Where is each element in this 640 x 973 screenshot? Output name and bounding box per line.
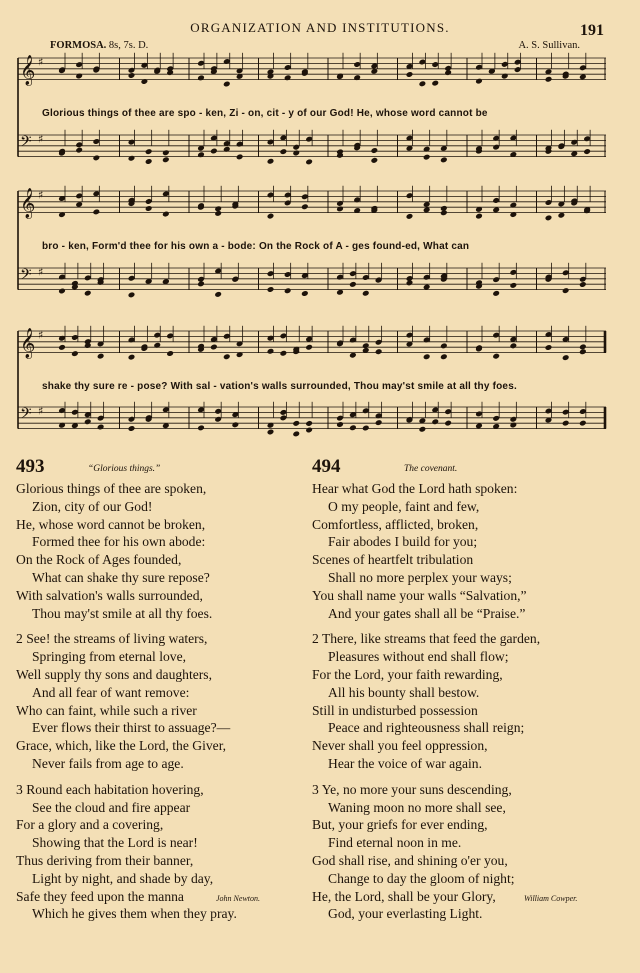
- hymn-number: 493: [16, 456, 45, 477]
- note-head: [284, 74, 292, 81]
- note-head: [84, 418, 92, 425]
- note-head: [444, 69, 452, 76]
- note-head: [267, 158, 275, 165]
- note-head: [440, 343, 448, 350]
- note-head: [232, 421, 240, 428]
- note-head: [349, 424, 357, 431]
- note-head: [292, 150, 300, 157]
- note-head: [58, 288, 66, 295]
- verse-line: For the Lord, your faith rewarding,: [312, 666, 503, 682]
- note-head: [423, 154, 431, 161]
- tune-name: FORMOSA.: [50, 40, 107, 51]
- hymn-title: “Glorious things.”: [88, 464, 161, 474]
- bass-clef-icon: 𝄢: [20, 133, 32, 155]
- bass-clef-icon: 𝄢: [20, 405, 32, 427]
- note-head: [214, 210, 222, 217]
- note-head: [145, 158, 153, 165]
- verse-line: Light by night, and shade by day,: [32, 870, 214, 886]
- verse-line: 3 Ye, no more your suns descending,: [312, 781, 512, 797]
- note-head: [510, 342, 518, 349]
- hymn-header: [16, 456, 316, 480]
- note-head: [267, 429, 275, 436]
- note-head: [223, 146, 231, 153]
- note-head: [431, 418, 439, 425]
- note-head: [223, 81, 231, 88]
- hymn-number: 494: [312, 456, 341, 477]
- note-head: [292, 420, 300, 427]
- note-head: [562, 420, 570, 427]
- verse-line: Grace, which, like the Lord, the Giver,: [16, 738, 227, 754]
- verse-line: Waning moon no more shall see,: [328, 799, 506, 815]
- verse-line: Hear the voice of war again.: [328, 755, 482, 771]
- verse-line: Thus deriving from their banner,: [16, 852, 194, 868]
- note-head: [141, 78, 149, 85]
- verse-line: You shall name your walls “Salvation,”: [312, 587, 527, 603]
- stanza-1: [16, 480, 316, 622]
- stanza-2: [16, 630, 316, 772]
- note-head: [128, 425, 136, 432]
- note-head: [579, 348, 587, 355]
- note-head: [349, 281, 357, 288]
- note-head: [145, 148, 153, 155]
- note-head: [197, 424, 205, 431]
- note-head: [93, 154, 101, 161]
- note-head: [75, 73, 83, 80]
- verse-line: Hear what God the Lord hath spoken:: [312, 481, 518, 496]
- hymn-494: [312, 456, 612, 931]
- note-head: [292, 431, 300, 438]
- sharp-icon: ♯: [38, 55, 44, 69]
- note-head: [197, 75, 205, 82]
- note-head: [267, 213, 275, 220]
- note-head: [353, 74, 361, 81]
- verse-line: Scenes of heartfelt tribulation: [312, 552, 474, 568]
- stanza-3: [16, 781, 316, 923]
- verse-line: Comfortless, afflicted, broken,: [312, 516, 479, 532]
- note-head: [492, 353, 500, 360]
- note-head: [162, 211, 170, 218]
- note-head: [305, 420, 313, 427]
- note-head: [301, 290, 309, 297]
- sharp-icon: ♯: [38, 328, 44, 342]
- note-head: [371, 157, 379, 164]
- note-head: [162, 156, 170, 163]
- verse-line: Which he gives them when they pray.: [32, 906, 237, 922]
- verse-line: Showing that the Lord is near!: [32, 835, 198, 851]
- verse-line: Never fails from age to age.: [32, 755, 184, 771]
- note-head: [375, 348, 383, 355]
- sharp-icon: ♯: [38, 188, 44, 202]
- treble-clef-icon: 𝄞: [20, 188, 36, 219]
- verse-line: Shall no more perplex your ways;: [328, 569, 512, 585]
- note-head: [371, 147, 379, 154]
- verse-line: He, whose word cannot be broken,: [16, 516, 206, 532]
- bass-clef-icon: 𝄢: [20, 266, 32, 288]
- verse-line: He, the Lord, shall be your Glory,: [312, 888, 496, 904]
- note-head: [97, 353, 105, 360]
- note-head: [84, 290, 92, 297]
- note-head: [419, 80, 427, 87]
- note-head: [305, 427, 313, 434]
- verse-line: See the cloud and fire appear: [32, 799, 191, 815]
- verse-line: Never shall you feel oppression,: [312, 738, 488, 754]
- verse-line: Fair abodes I build for you;: [328, 534, 478, 550]
- verse-line: 2 There, like streams that feed the garden,: [312, 631, 541, 647]
- note-head: [362, 425, 370, 432]
- note-head: [305, 158, 313, 165]
- tune-composer: A. S. Sullivan.: [518, 40, 580, 51]
- note-head: [444, 420, 452, 427]
- page-number: 191: [580, 22, 604, 39]
- verse-line: Who can faint, while such a river: [16, 702, 197, 718]
- note-head: [210, 148, 218, 155]
- note-head: [93, 209, 101, 216]
- note-head: [440, 353, 448, 360]
- verse-line: All his bounty shall bestow.: [328, 684, 480, 700]
- sharp-icon: ♯: [38, 265, 44, 279]
- verse-line: Well supply thy sons and daughters,: [16, 666, 212, 682]
- verse-line: Springing from eternal love,: [32, 649, 187, 665]
- verse-line: With salvation's walls surrounded,: [16, 587, 203, 603]
- lyric-line-2: bro - ken, Form'd thee for his own a - bode: On the Rock of A - ges found-ed, What can: [42, 241, 470, 252]
- verse-line: O my people, faint and few,: [328, 498, 480, 514]
- verse-line: For a glory and a covering,: [16, 817, 164, 833]
- note-head: [58, 344, 66, 351]
- note-head: [475, 78, 483, 85]
- verse-line: Change to day the gloom of night;: [328, 870, 515, 886]
- note-head: [562, 287, 570, 294]
- verse-line: 3 Round each habitation hovering,: [16, 781, 204, 797]
- note-head: [97, 424, 105, 431]
- sharp-icon: ♯: [38, 404, 44, 418]
- note-head: [336, 73, 344, 80]
- note-head: [406, 213, 414, 220]
- verse-line: Glorious things of thee are spoken,: [16, 481, 207, 496]
- note-head: [501, 73, 509, 80]
- note-head: [510, 282, 518, 289]
- note-head: [440, 209, 448, 216]
- note-head: [305, 344, 313, 351]
- note-head: [336, 421, 344, 428]
- note-head: [406, 280, 414, 287]
- verse-line: On the Rock of Ages founded,: [16, 552, 182, 568]
- verse-line: Formed thee for his own abode:: [32, 534, 206, 550]
- running-head: ORGANIZATION AND INSTITUTIONS.: [190, 20, 450, 35]
- verse-line: Safe they feed upon the manna: [16, 888, 184, 904]
- note-head: [362, 290, 370, 297]
- hymn-header: [312, 456, 612, 480]
- verse-line: Still in undisturbed possession: [312, 702, 478, 718]
- note-head: [214, 291, 222, 298]
- note-head: [406, 71, 414, 78]
- verse-line: But, your griefs for ever ending,: [312, 817, 488, 833]
- hymn-author: John Newton.: [216, 894, 260, 903]
- verse-line: 2 See! the streams of living waters,: [16, 631, 208, 647]
- note-head: [197, 151, 205, 158]
- note-head: [166, 350, 174, 357]
- note-head: [431, 80, 439, 87]
- note-head: [236, 154, 244, 161]
- note-head: [280, 148, 288, 155]
- note-head: [267, 286, 275, 293]
- note-head: [579, 420, 587, 427]
- note-head: [210, 344, 218, 351]
- note-head: [280, 350, 288, 357]
- treble-clef-icon: 𝄞: [20, 55, 36, 86]
- hymn-author: William Cowper.: [524, 894, 578, 903]
- note-head: [375, 419, 383, 426]
- verse-line: And your gates shall all be “Praise.”: [328, 605, 526, 621]
- verse-line: Find eternal noon in me.: [328, 835, 462, 851]
- note-head: [510, 422, 518, 429]
- note-head: [75, 147, 83, 154]
- note-head: [128, 354, 136, 361]
- lyric-line-3: shake thy sure re - pose? With sal - vation's walls surrounded, Thou may'st smile at all thy foes.: [42, 381, 517, 392]
- note-head: [545, 344, 553, 351]
- tune-meter: 8s, 7s. D.: [108, 40, 149, 51]
- note-head: [71, 350, 79, 357]
- note-head: [579, 281, 587, 288]
- note-head: [128, 155, 136, 162]
- stanza-2: [312, 630, 612, 772]
- lyric-line-1: Glorious things of thee are spo - ken, Zi - on, cit - y of our God! He, whose word cannot be: [42, 108, 488, 119]
- verse-line: Peace and righteousness shall reign;: [328, 720, 525, 736]
- verse-line: What can shake thy sure repose?: [32, 569, 210, 585]
- note-head: [128, 291, 136, 298]
- hymn-493: [16, 456, 316, 931]
- verse-line: God, your everlasting Light.: [328, 906, 483, 922]
- verse-line: And all fear of want remove:: [32, 684, 190, 700]
- note-head: [440, 157, 448, 164]
- note-head: [162, 149, 170, 156]
- note-head: [128, 72, 136, 79]
- note-head: [562, 354, 570, 361]
- sharp-icon: ♯: [38, 132, 44, 146]
- verse-line: Ever flows their thirst to assuage?—: [32, 720, 231, 736]
- note-head: [336, 206, 344, 213]
- note-head: [301, 203, 309, 210]
- treble-clef-icon: 𝄞: [20, 328, 36, 359]
- hymn-title: The covenant.: [404, 464, 458, 474]
- stanza-1: [312, 480, 612, 622]
- note-head: [197, 281, 205, 288]
- note-head: [475, 213, 483, 220]
- verse-line: Zion, city of our God!: [32, 498, 153, 514]
- verse-line: Pleasures without end shall flow;: [328, 649, 509, 665]
- note-head: [423, 353, 431, 360]
- note-head: [545, 76, 553, 83]
- note-head: [579, 344, 587, 351]
- note-head: [583, 148, 591, 155]
- note-head: [267, 348, 275, 355]
- note-head: [492, 290, 500, 297]
- note-head: [419, 426, 427, 433]
- note-head: [223, 353, 231, 360]
- note-head: [145, 205, 153, 212]
- note-head: [545, 214, 553, 221]
- verse-line: Thou may'st smile at all thy foes.: [32, 605, 213, 621]
- note-head: [284, 287, 292, 294]
- verse-line: God shall rise, and shining o'er you,: [312, 852, 508, 868]
